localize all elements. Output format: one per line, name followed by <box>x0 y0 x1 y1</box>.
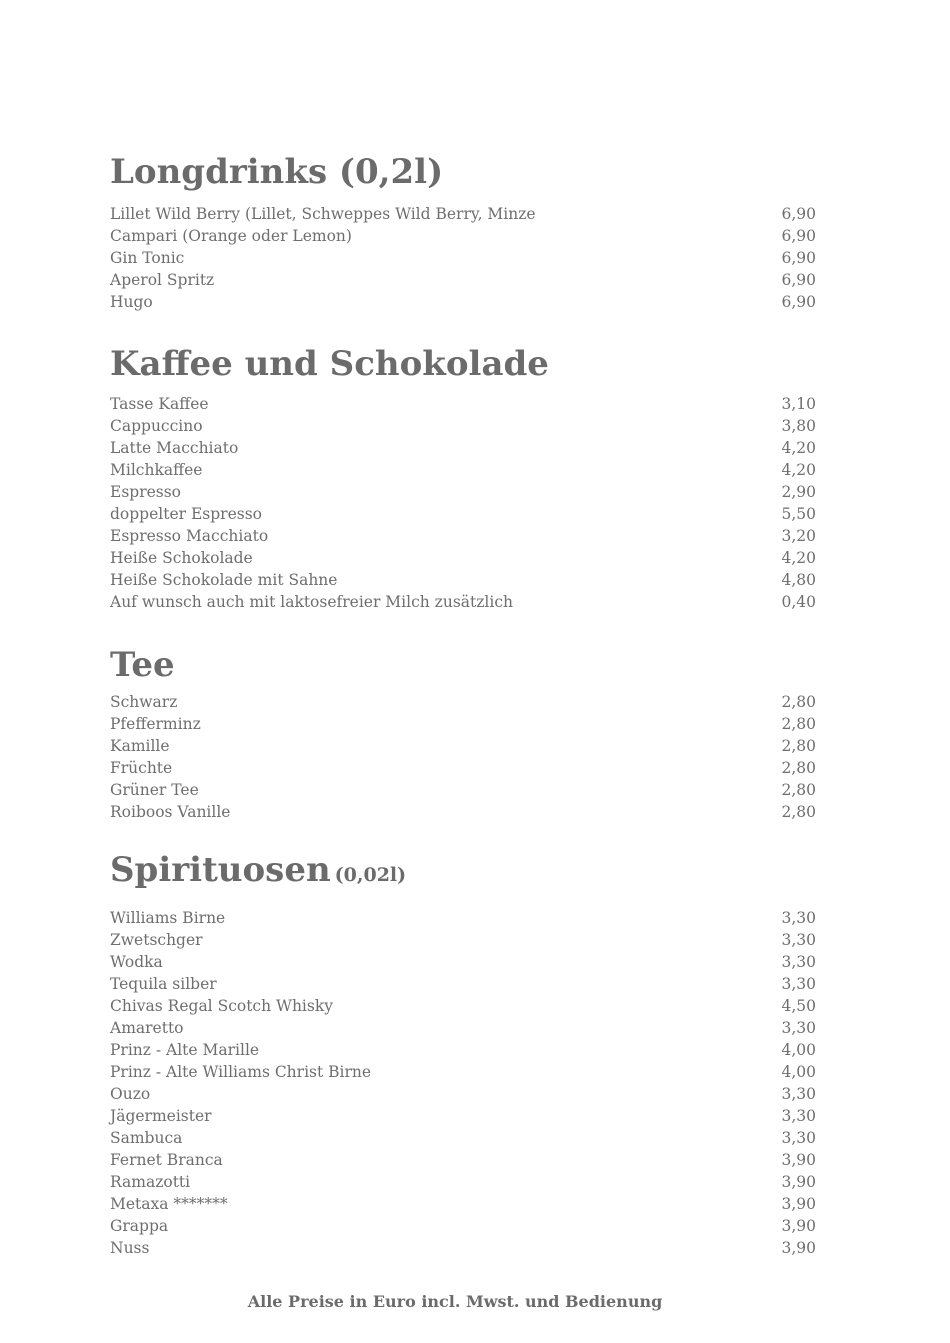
menu-item <box>110 779 816 801</box>
menu-item-name: Zwetschger <box>110 931 203 949</box>
menu-item-price: 4,20 <box>781 439 816 457</box>
menu-item-name: Sambuca <box>110 1129 183 1147</box>
menu-item-name: Wodka <box>110 953 163 971</box>
menu-item-name: Prinz - Alte Williams Christ Birne <box>110 1063 372 1081</box>
section-title-text: Spirituosen <box>110 850 331 890</box>
menu-item <box>110 437 816 459</box>
menu-item <box>110 1171 816 1193</box>
menu-item-name: Hugo <box>110 293 153 311</box>
section-spirituosen <box>110 850 816 1259</box>
section-title <box>110 152 816 192</box>
menu-item <box>110 503 816 525</box>
menu-item <box>110 1127 816 1149</box>
menu-item-price: 3,30 <box>781 975 816 993</box>
menu-item-name: Heiße Schokolade <box>110 549 253 567</box>
menu-item-name: Espresso <box>110 483 182 501</box>
menu-item <box>110 973 816 995</box>
menu-item <box>110 203 816 225</box>
menu-item <box>110 1017 816 1039</box>
menu-item-name: Latte Macchiato <box>110 439 239 457</box>
menu-item-name: Metaxa ******* <box>110 1195 228 1213</box>
menu-item <box>110 269 816 291</box>
menu-item-price: 3,90 <box>781 1173 816 1191</box>
menu-item-price: 3,90 <box>781 1195 816 1213</box>
menu-item-name: Jägermeister <box>110 1107 212 1125</box>
menu-item-name: Früchte <box>110 759 173 777</box>
menu-item-price: 4,00 <box>781 1041 816 1059</box>
section-title <box>110 344 816 384</box>
menu-item-price: 3,90 <box>781 1239 816 1257</box>
menu-item-price: 2,80 <box>781 715 816 733</box>
menu-item <box>110 1083 816 1105</box>
menu-item <box>110 247 816 269</box>
menu-item <box>110 1215 816 1237</box>
menu-item-price: 6,90 <box>781 271 816 289</box>
menu-item-price: 3,80 <box>781 417 816 435</box>
menu-item-name: Kamille <box>110 737 170 755</box>
menu-item-price: 2,80 <box>781 693 816 711</box>
menu-list <box>110 203 816 313</box>
menu-item-price: 2,90 <box>781 483 816 501</box>
menu-item <box>110 1193 816 1215</box>
menu-item-name: Amaretto <box>110 1019 184 1037</box>
section-title <box>110 850 816 895</box>
menu-item-name: doppelter Espresso <box>110 505 262 523</box>
menu-item-name: Gin Tonic <box>110 249 185 267</box>
menu-item-name: Tequila silber <box>110 975 217 993</box>
menu-item <box>110 995 816 1017</box>
menu-item-name: Fernet Branca <box>110 1151 223 1169</box>
menu-item-price: 4,20 <box>781 461 816 479</box>
section-longdrinks <box>110 152 816 313</box>
menu-item-name: Milchkaffee <box>110 461 203 479</box>
menu-item-name: Nuss <box>110 1239 150 1257</box>
menu-item <box>110 1237 816 1259</box>
menu-item <box>110 1061 816 1083</box>
section-kaffee-und-schokolade <box>110 344 816 613</box>
menu-item-name: Roiboos Vanille <box>110 803 231 821</box>
menu-item <box>110 481 816 503</box>
menu-item-name: Aperol Spritz <box>110 271 215 289</box>
menu-item-name: Espresso Macchiato <box>110 527 269 545</box>
menu-item-price: 4,00 <box>781 1063 816 1081</box>
menu-item <box>110 1149 816 1171</box>
menu-item <box>110 415 816 437</box>
menu-item-price: 3,10 <box>781 395 816 413</box>
menu-item-price: 3,90 <box>781 1217 816 1235</box>
menu-item-price: 4,50 <box>781 997 816 1015</box>
menu-item <box>110 525 816 547</box>
menu-item-name: Ouzo <box>110 1085 151 1103</box>
menu-item-name: Prinz - Alte Marille <box>110 1041 260 1059</box>
menu-item-name: Heiße Schokolade mit Sahne <box>110 571 338 589</box>
menu-item-name: Cappuccino <box>110 417 203 435</box>
menu-list <box>110 691 816 823</box>
section-title-text: Longdrinks (0,2l) <box>110 152 444 192</box>
menu-item-price: 3,20 <box>781 527 816 545</box>
menu-item <box>110 547 816 569</box>
menu-item-price: 3,30 <box>781 1085 816 1103</box>
menu-item-name: Grappa <box>110 1217 169 1235</box>
menu-item-price: 3,30 <box>781 909 816 927</box>
price-footnote: Alle Preise in Euro incl. Mwst. und Bedienung <box>247 1292 663 1311</box>
menu-item <box>110 225 816 247</box>
menu-item-name: Auf wunsch auch mit laktosefreier Milch zusätzlich <box>110 593 513 611</box>
menu-item <box>110 291 816 313</box>
menu-item-price: 6,90 <box>781 293 816 311</box>
section-title-text: Kaffee und Schokolade <box>110 344 549 384</box>
menu-item <box>110 1039 816 1061</box>
menu-item-name: Schwarz <box>110 693 178 711</box>
menu-item-price: 4,80 <box>781 571 816 589</box>
menu-item <box>110 591 816 613</box>
menu-item <box>110 907 816 929</box>
menu-list <box>110 907 816 1259</box>
menu-item-price: 6,90 <box>781 249 816 267</box>
menu-item-price: 2,80 <box>781 759 816 777</box>
menu-item <box>110 713 816 735</box>
menu-item-price: 2,80 <box>781 781 816 799</box>
menu-list <box>110 393 816 613</box>
menu-item-price: 3,90 <box>781 1151 816 1169</box>
menu-item-price: 5,50 <box>781 505 816 523</box>
menu-item <box>110 569 816 591</box>
menu-item <box>110 735 816 757</box>
section-title-text: Tee <box>110 645 175 685</box>
section-subtitle: (0,02l) <box>334 864 407 886</box>
menu-item-price: 3,30 <box>781 1019 816 1037</box>
menu-item <box>110 1105 816 1127</box>
menu-item <box>110 801 816 823</box>
menu-item-price: 4,20 <box>781 549 816 567</box>
menu-item-name: Tasse Kaffee <box>110 395 209 413</box>
menu-item <box>110 459 816 481</box>
menu-item-name: Williams Birne <box>110 909 226 927</box>
menu-item <box>110 691 816 713</box>
menu-item-price: 6,90 <box>781 227 816 245</box>
menu-item-price: 3,30 <box>781 953 816 971</box>
menu-item-name: Lillet Wild Berry (Lillet, Schweppes Wild Berry, Minze <box>110 205 536 223</box>
menu-item <box>110 393 816 415</box>
menu-item-price: 3,30 <box>781 931 816 949</box>
menu-item <box>110 929 816 951</box>
menu-item-price: 0,40 <box>781 593 816 611</box>
menu-item-price: 3,30 <box>781 1129 816 1147</box>
menu-item-price: 2,80 <box>781 737 816 755</box>
menu-item-name: Pfefferminz <box>110 715 201 733</box>
menu-item-name: Grüner Tee <box>110 781 199 799</box>
menu-item <box>110 757 816 779</box>
menu-item <box>110 951 816 973</box>
menu-item-price: 6,90 <box>781 205 816 223</box>
menu-item-name: Ramazotti <box>110 1173 191 1191</box>
section-tee <box>110 645 816 823</box>
menu-item-price: 3,30 <box>781 1107 816 1125</box>
menu-item-name: Campari (Orange oder Lemon) <box>110 227 352 245</box>
menu-item-name: Chivas Regal Scotch Whisky <box>110 997 333 1015</box>
section-title <box>110 645 816 685</box>
menu-item-price: 2,80 <box>781 803 816 821</box>
